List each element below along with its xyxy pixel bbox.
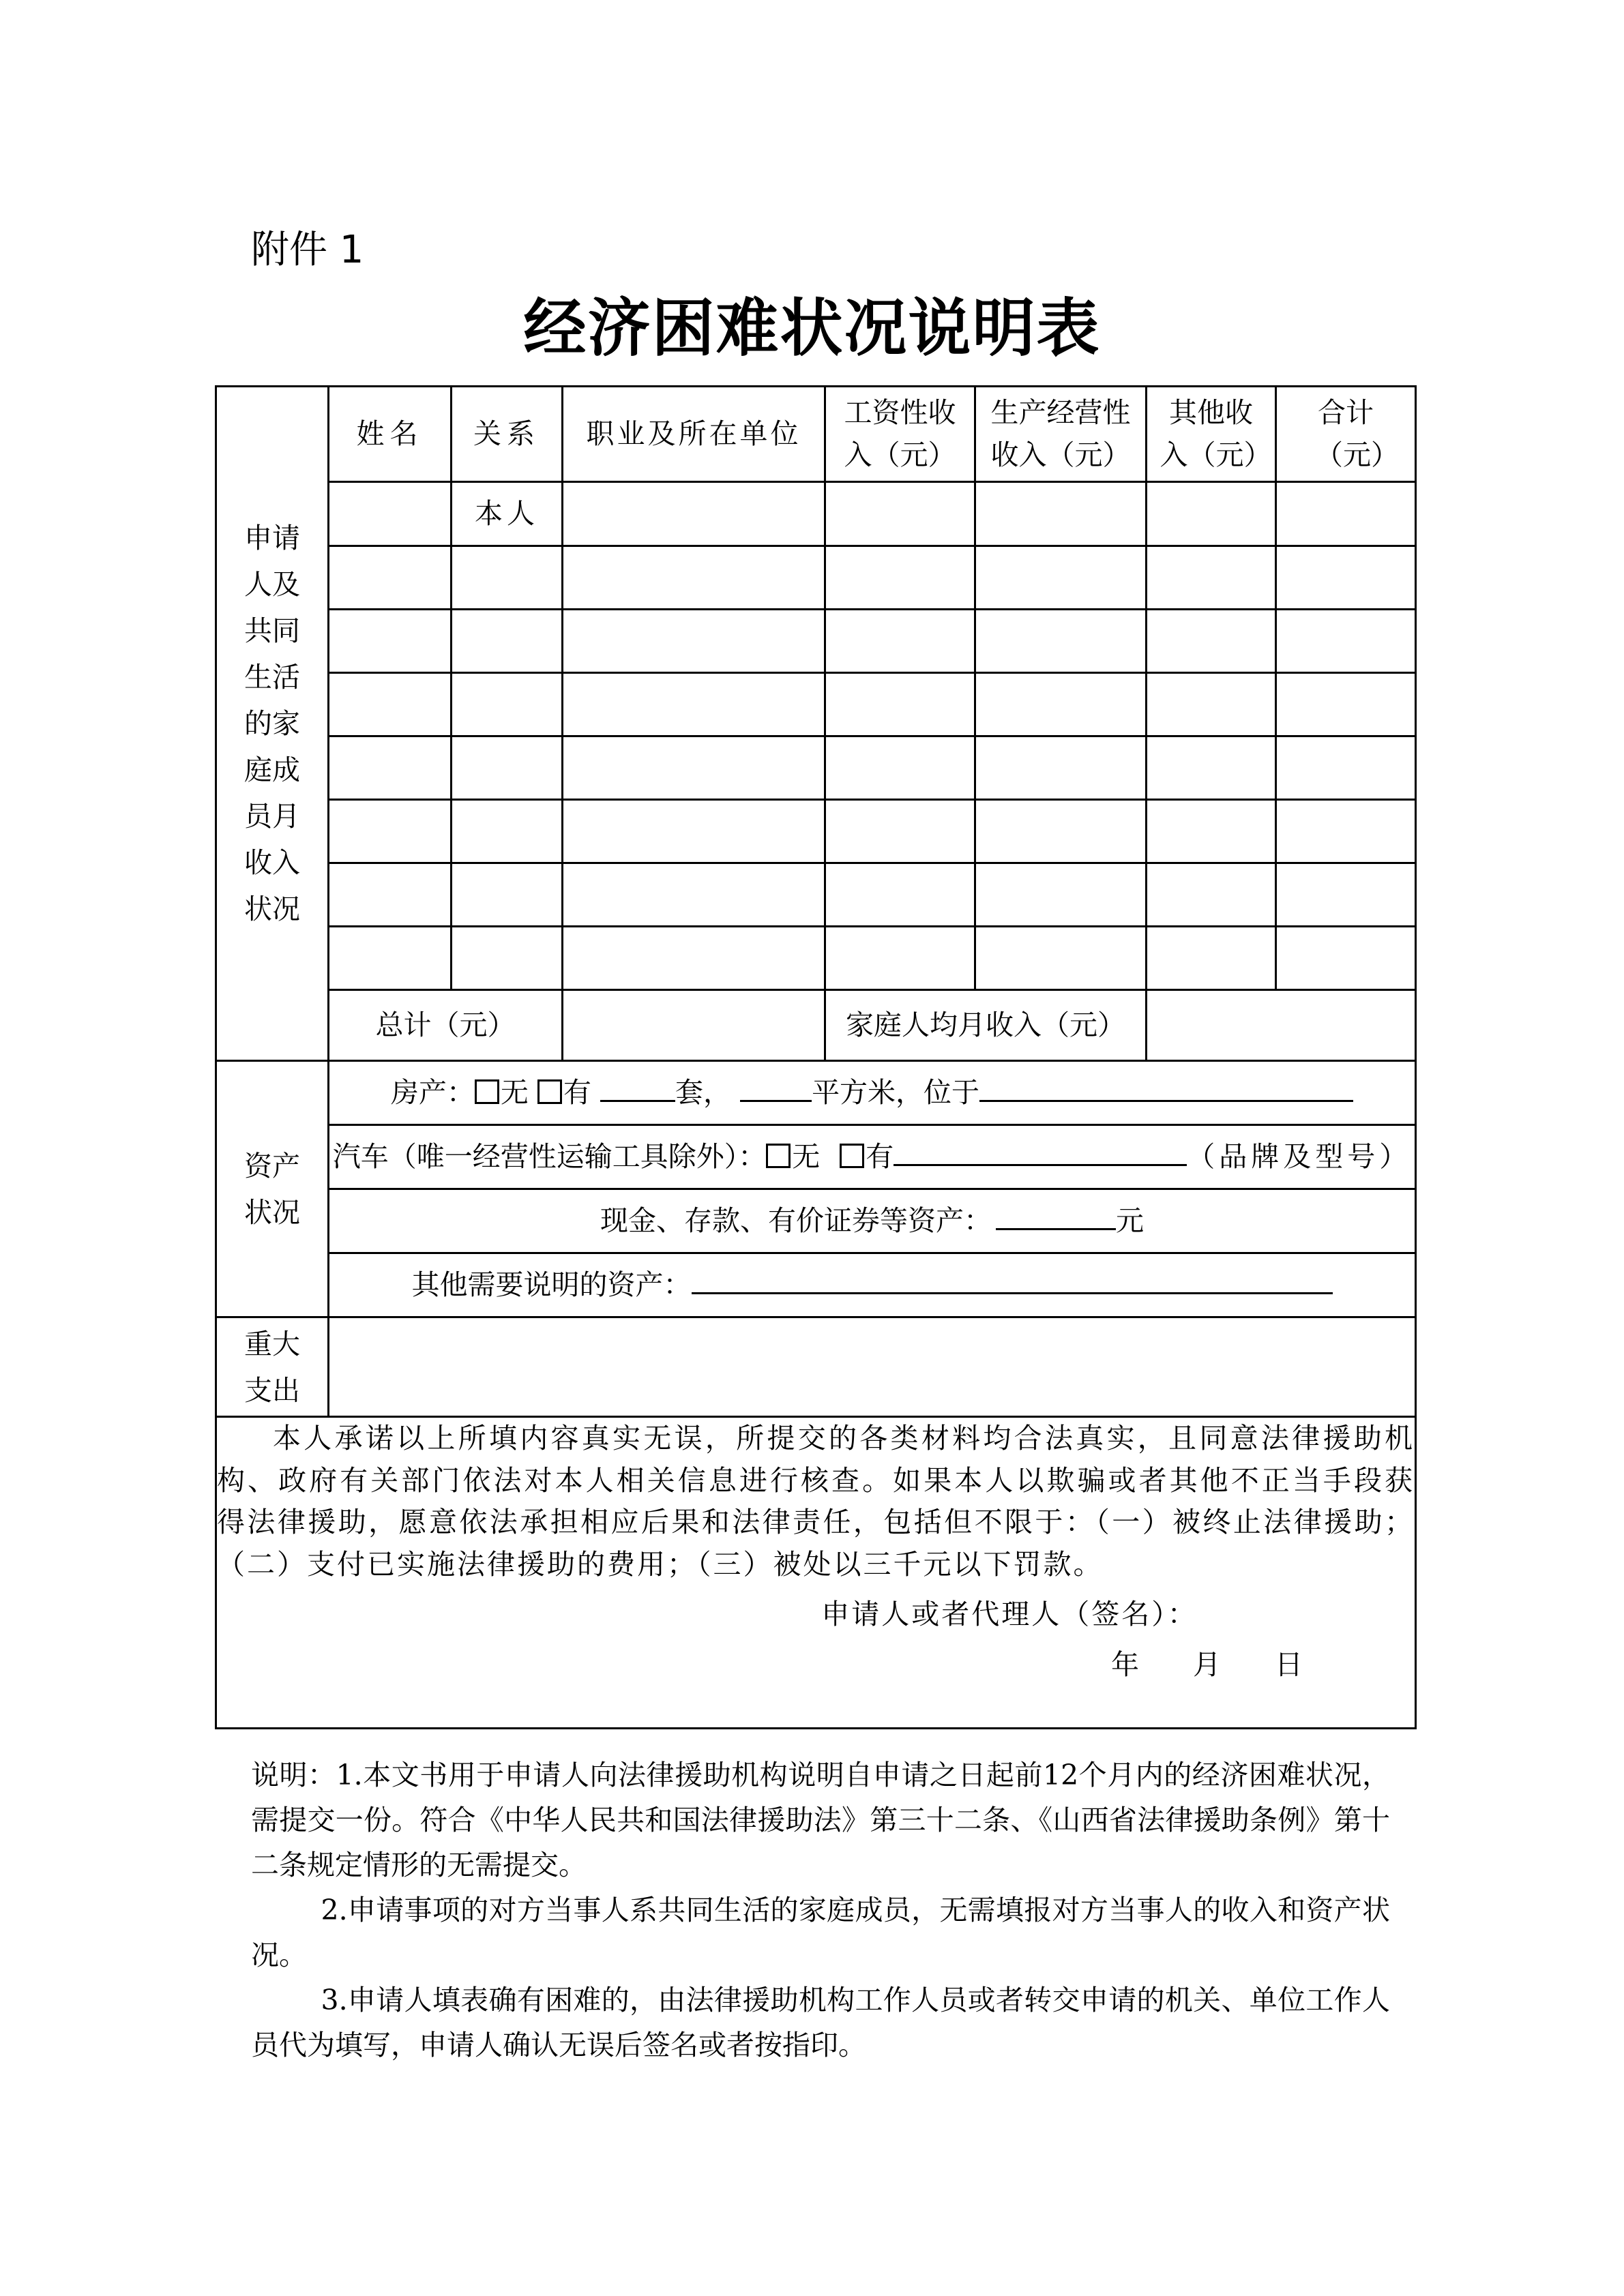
cash-amount-field[interactable] bbox=[996, 1205, 1116, 1230]
income-section-label-text: 申请人及共同生活的家庭成员月收入状况 bbox=[244, 522, 300, 925]
house-none-checkbox[interactable] bbox=[475, 1079, 499, 1104]
member-total-cell[interactable] bbox=[1276, 546, 1416, 610]
car-suffix: （品牌及型号） bbox=[1187, 1139, 1412, 1173]
member-relation-cell[interactable] bbox=[452, 546, 563, 610]
member-other-cell[interactable] bbox=[1147, 546, 1276, 610]
member-name-cell[interactable] bbox=[329, 927, 452, 990]
other-asset-field[interactable] bbox=[692, 1269, 1333, 1294]
cash-row bbox=[329, 1189, 1416, 1253]
member-occupation-cell[interactable] bbox=[563, 610, 825, 673]
member-total-cell[interactable] bbox=[1276, 736, 1416, 800]
house-have-checkbox[interactable] bbox=[537, 1079, 562, 1104]
header-other-income bbox=[1147, 387, 1276, 482]
member-business-cell[interactable] bbox=[975, 610, 1147, 673]
note-3: 3.申请人填表确有困难的，由法律援助机构工作人员或者转交申请的机关、单位工作人员代为填写，申请人确认无误后签名或者按指印。 bbox=[251, 1984, 1390, 2061]
member-other-cell[interactable] bbox=[1147, 800, 1276, 863]
member-business-cell[interactable] bbox=[975, 482, 1147, 546]
attachment-label: 附件 1 bbox=[251, 228, 364, 272]
other-asset-prefix: 其他需要说明的资产： bbox=[411, 1268, 692, 1301]
member-total-cell[interactable] bbox=[1276, 610, 1416, 673]
car-none-checkbox[interactable] bbox=[766, 1144, 791, 1168]
header-business-income-text: 生产经营性收入（元） bbox=[990, 396, 1131, 471]
member-relation-cell[interactable] bbox=[452, 736, 563, 800]
pledge-cell bbox=[216, 1417, 1416, 1729]
member-name-cell[interactable] bbox=[329, 610, 452, 673]
other-asset-row bbox=[329, 1253, 1416, 1317]
car-row bbox=[329, 1125, 1416, 1189]
house-count-field[interactable] bbox=[600, 1077, 675, 1102]
member-wage-cell[interactable] bbox=[825, 927, 975, 990]
member-other-cell[interactable] bbox=[1147, 673, 1276, 736]
member-name-cell[interactable] bbox=[329, 673, 452, 736]
header-other-income-text: 其他收入（元） bbox=[1160, 396, 1272, 471]
member-other-cell[interactable] bbox=[1147, 482, 1276, 546]
house-area-field[interactable] bbox=[740, 1077, 812, 1102]
member-name-cell[interactable] bbox=[329, 863, 452, 927]
member-relation-cell[interactable] bbox=[452, 800, 563, 863]
member-relation-cell[interactable] bbox=[452, 673, 563, 736]
member-business-cell[interactable] bbox=[975, 863, 1147, 927]
date-label: 年 月 日 bbox=[1110, 1648, 1305, 1681]
member-business-cell[interactable] bbox=[975, 546, 1147, 610]
car-prefix: 汽车（唯一经营性运输工具除外）： bbox=[332, 1139, 767, 1173]
member-occupation-cell[interactable] bbox=[563, 482, 825, 546]
house-location-field[interactable] bbox=[979, 1077, 1353, 1102]
header-total bbox=[1276, 387, 1416, 482]
car-model-field[interactable] bbox=[894, 1141, 1187, 1166]
expense-field[interactable] bbox=[329, 1317, 1416, 1417]
header-relation: 关系 bbox=[452, 387, 563, 482]
document-title: 经济困难状况说明表 bbox=[523, 291, 1101, 365]
member-occupation-cell[interactable] bbox=[563, 927, 825, 990]
member-name-cell[interactable] bbox=[329, 546, 452, 610]
member-wage-cell[interactable] bbox=[825, 736, 975, 800]
member-total-cell[interactable] bbox=[1276, 482, 1416, 546]
member-name-cell[interactable] bbox=[329, 736, 452, 800]
member-other-cell[interactable] bbox=[1147, 736, 1276, 800]
per-capita-value-cell[interactable] bbox=[1147, 990, 1416, 1061]
house-row bbox=[329, 1061, 1416, 1125]
house-none-label: 无 bbox=[500, 1075, 529, 1109]
member-total-cell[interactable] bbox=[1276, 800, 1416, 863]
car-none-label: 无 bbox=[792, 1139, 821, 1173]
member-wage-cell[interactable] bbox=[825, 610, 975, 673]
cash-prefix: 现金、存款、有价证券等资产： bbox=[600, 1204, 992, 1237]
member-business-cell[interactable] bbox=[975, 927, 1147, 990]
member-relation-cell[interactable] bbox=[452, 863, 563, 927]
member-occupation-cell[interactable] bbox=[563, 863, 825, 927]
member-name-cell[interactable] bbox=[329, 482, 452, 546]
header-wage-income-text: 工资性收入（元） bbox=[844, 396, 956, 471]
header-occupation: 职业及所在单位 bbox=[563, 387, 825, 482]
notes-section bbox=[251, 1753, 1390, 2068]
header-business-income bbox=[975, 387, 1147, 482]
member-name-cell[interactable] bbox=[329, 800, 452, 863]
total-value-cell[interactable] bbox=[563, 990, 825, 1061]
member-wage-cell[interactable] bbox=[825, 673, 975, 736]
member-relation-cell: 本人 bbox=[452, 482, 563, 546]
member-wage-cell[interactable] bbox=[825, 800, 975, 863]
pledge-text: 本人承诺以上所填内容真实无误，所提交的各类材料均合法真实，且同意法律援助机构、政府有关部门依法对本人相关信息进行核查。如果本人以欺骗或者其他不正当手段获得法律援助，愿意依法承担相应后果和法律责任，包括但不限于：（一）被终止法律援助；（二）支付已实施法律援助的费用；（三）被处以三千元以下罚款。 bbox=[217, 1422, 1415, 1581]
header-wage-income bbox=[825, 387, 975, 482]
header-total-text: 合计（元） bbox=[1315, 396, 1399, 471]
member-business-cell[interactable] bbox=[975, 736, 1147, 800]
income-section-label bbox=[216, 387, 329, 1061]
house-have-label: 有 bbox=[563, 1075, 591, 1109]
car-have-label: 有 bbox=[866, 1139, 894, 1173]
member-total-cell[interactable] bbox=[1276, 863, 1416, 927]
member-relation-cell[interactable] bbox=[452, 927, 563, 990]
member-business-cell[interactable] bbox=[975, 673, 1147, 736]
house-unit-set: 套， bbox=[675, 1075, 732, 1109]
member-wage-cell[interactable] bbox=[825, 546, 975, 610]
expense-section-label-text: 重大支出 bbox=[244, 1327, 300, 1407]
member-occupation-cell[interactable] bbox=[563, 736, 825, 800]
note-2: 2.申请事项的对方当事人系共同生活的家庭成员，无需填报对方当事人的收入和资产状况。 bbox=[251, 1894, 1390, 1971]
member-occupation-cell[interactable] bbox=[563, 546, 825, 610]
cash-unit: 元 bbox=[1116, 1204, 1144, 1237]
car-have-checkbox[interactable] bbox=[840, 1144, 864, 1168]
member-business-cell[interactable] bbox=[975, 800, 1147, 863]
note-1: 说明：1.本文书用于申请人向法律援助机构说明自申请之日起前12个月内的经济困难状况，需提交一份。符合《中华人民共和国法律援助法》第三十二条、《山西省法律援助条例》第十二条规定情形的无需提交。 bbox=[251, 1759, 1390, 1881]
member-occupation-cell[interactable] bbox=[563, 673, 825, 736]
member-other-cell[interactable] bbox=[1147, 927, 1276, 990]
header-name: 姓名 bbox=[329, 387, 452, 482]
member-occupation-cell[interactable] bbox=[563, 800, 825, 863]
total-label: 总计（元） bbox=[329, 990, 563, 1061]
member-total-cell[interactable] bbox=[1276, 927, 1416, 990]
member-wage-cell[interactable] bbox=[825, 863, 975, 927]
house-prefix: 房产： bbox=[390, 1075, 475, 1109]
member-total-cell[interactable] bbox=[1276, 673, 1416, 736]
member-wage-cell[interactable] bbox=[825, 482, 975, 546]
economic-status-form bbox=[215, 385, 1417, 1729]
expense-section-label bbox=[216, 1317, 329, 1417]
per-capita-label: 家庭人均月收入（元） bbox=[825, 990, 1147, 1061]
member-other-cell[interactable] bbox=[1147, 863, 1276, 927]
asset-section-label bbox=[216, 1061, 329, 1317]
member-relation-cell[interactable] bbox=[452, 610, 563, 673]
asset-section-label-text: 资产状况 bbox=[244, 1149, 300, 1229]
house-unit-area: 平方米，位于 bbox=[812, 1075, 980, 1109]
member-other-cell[interactable] bbox=[1147, 610, 1276, 673]
signature-label: 申请人或者代理人（签名）： bbox=[821, 1598, 1198, 1630]
